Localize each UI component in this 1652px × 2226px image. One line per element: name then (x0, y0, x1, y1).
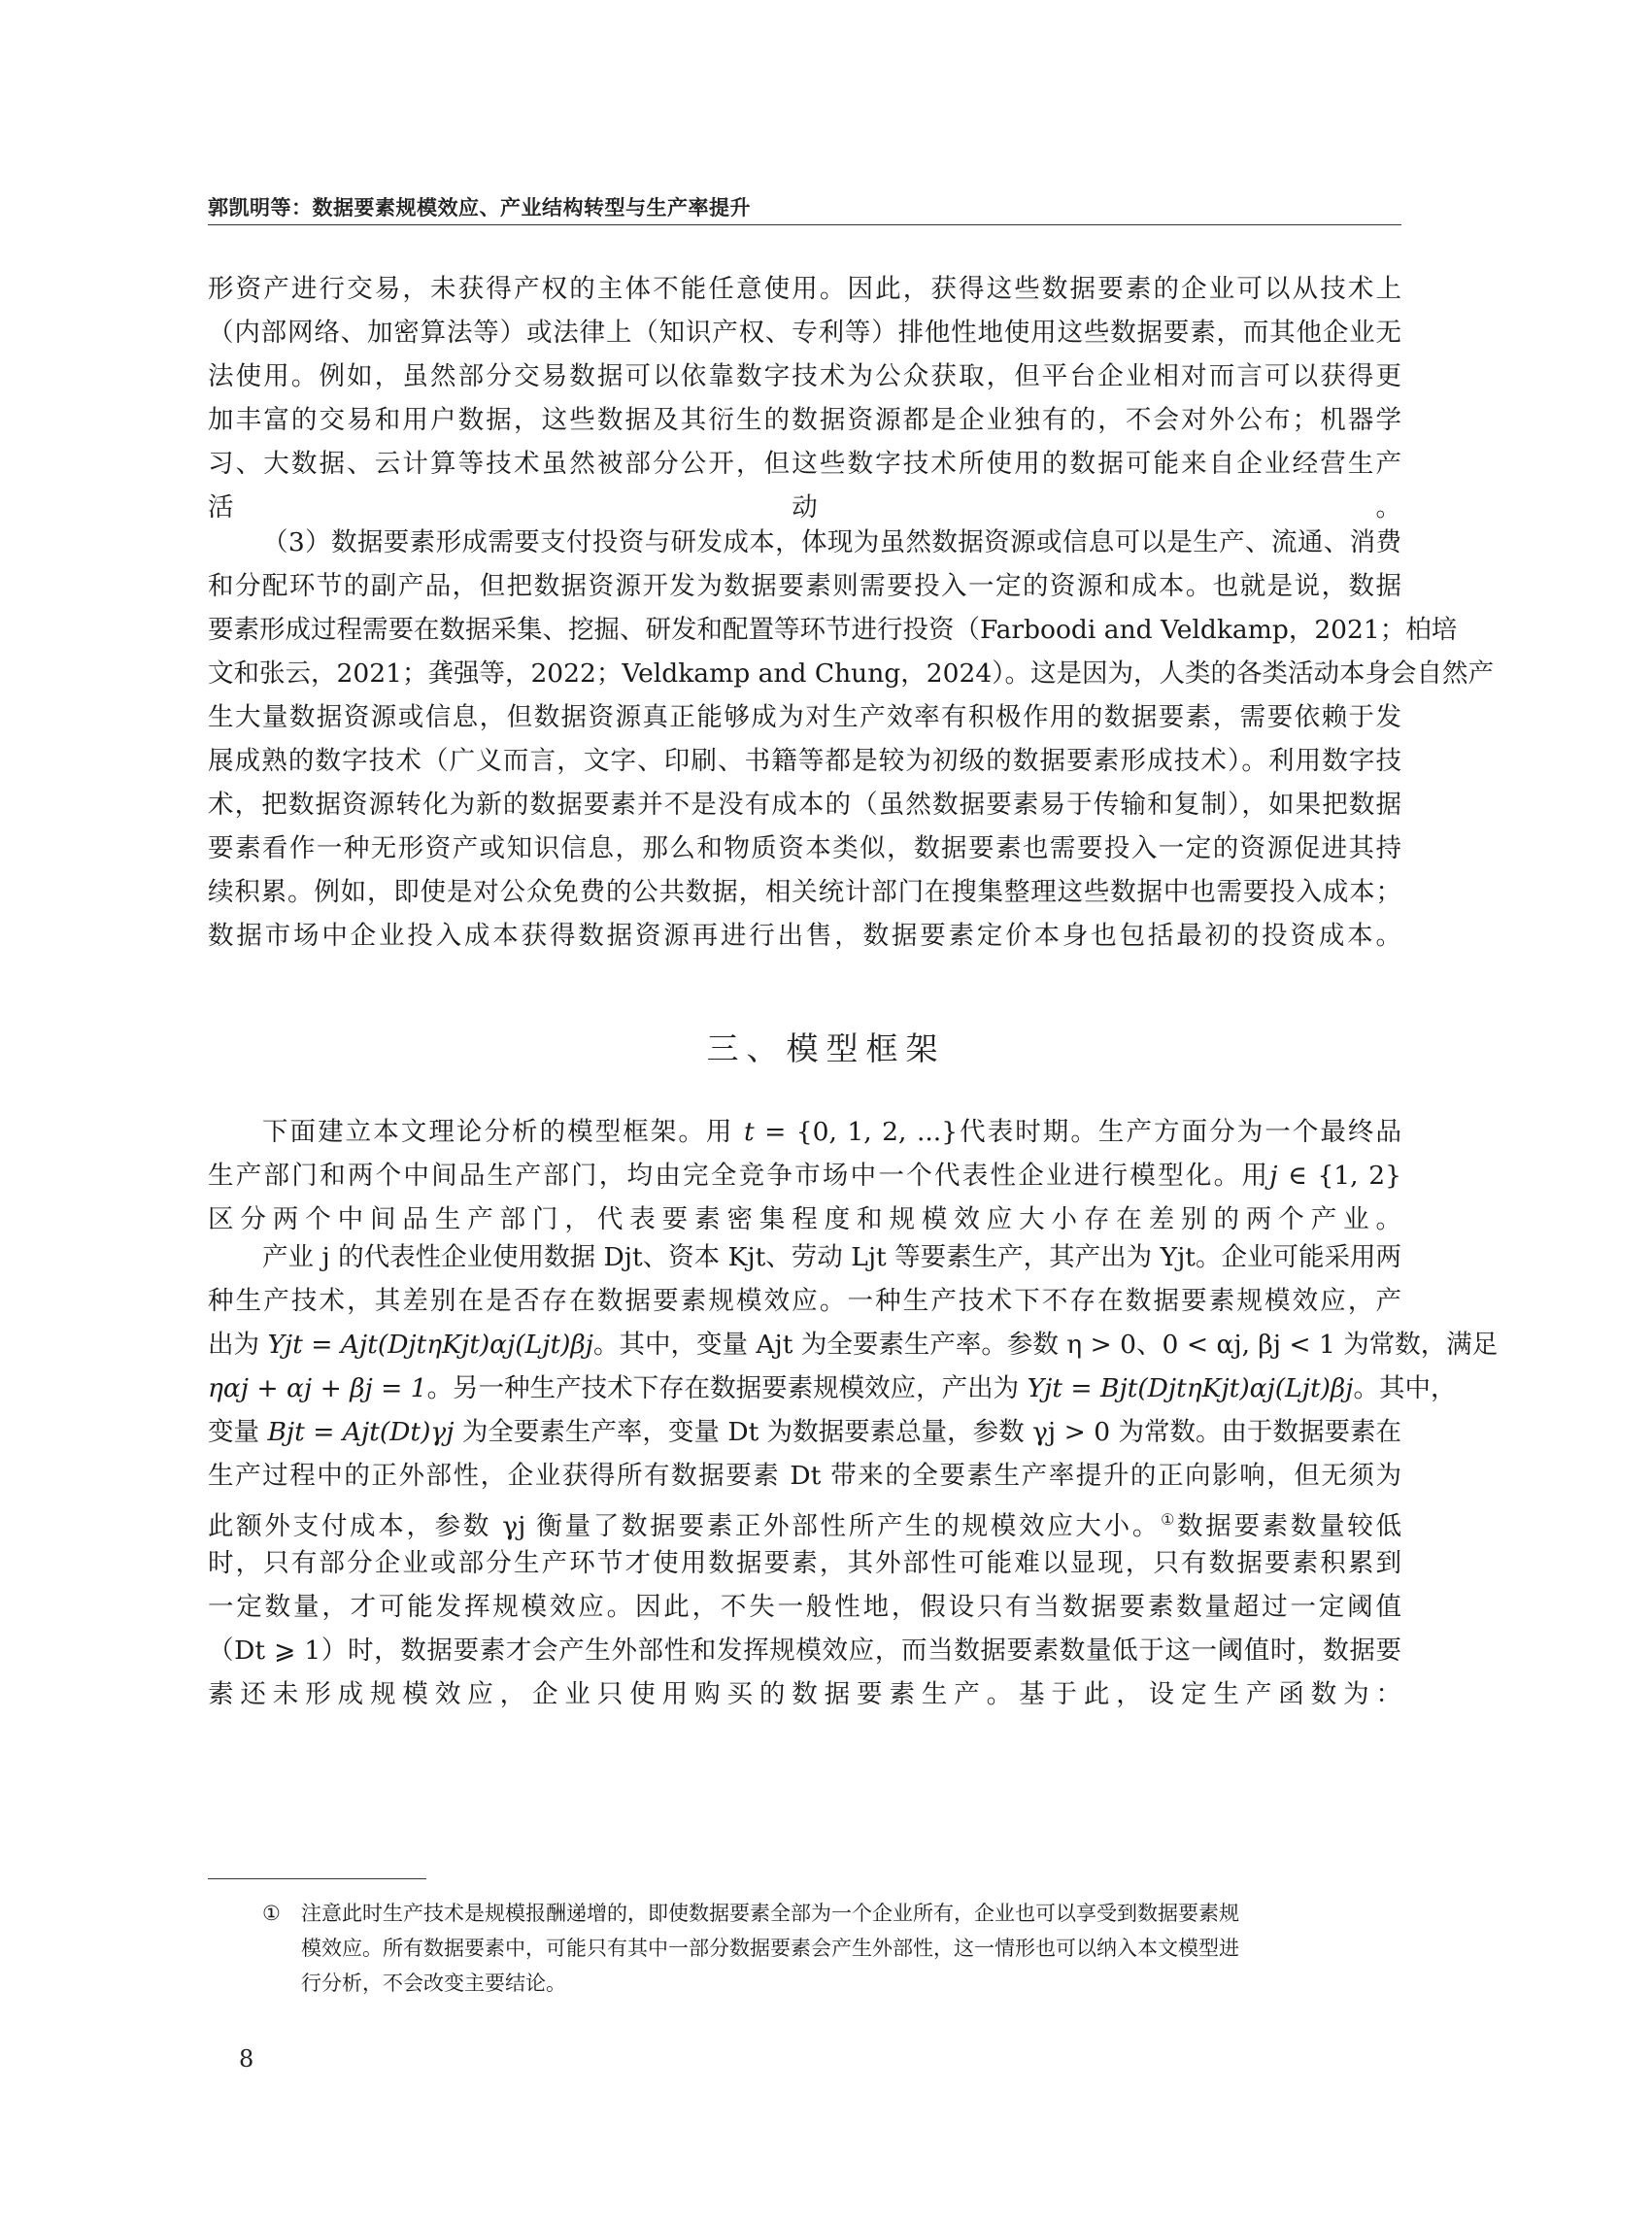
text-line: 法使用。例如，虽然部分交易数据可以依靠数字技术为公众获取，但平台企业相对而言可以获得更 (208, 361, 1401, 391)
math-variable: j (1269, 1161, 1278, 1191)
footnote-mark: ① (262, 1902, 281, 1925)
text-line: 续积累。例如，即使是对公众免费的公共数据，相关统计部门在搜集整理这些数据中也需要投入成本； (208, 877, 1401, 907)
text-line: 区分两个中间品生产部门，代表要素密集程度和规模效应大小存在差别的两个产业。 (208, 1204, 1401, 1234)
text-line: 要素看作一种无形资产或知识信息，那么和物质资本类似，数据要素也需要投入一定的资源促进其持 (208, 833, 1401, 863)
text-line: （3）数据要素形成需要支付投资与研发成本，体现为虽然数据资源或信息可以是生产、流通、消费 (262, 527, 1401, 557)
text-line: 术，把数据资源转化为新的数据要素并不是没有成本的（虽然数据要素易于传输和复制），如果把数据 (208, 790, 1401, 820)
running-title: 郭凯明等：数据要素规模效应、产业结构转型与生产率提升 (208, 196, 751, 219)
text-line: （内部网络、加密算法等）或法律上（知识产权、专利等）排他性地使用这些数据要素，而其他企业无 (208, 318, 1401, 348)
paragraph-1 (208, 267, 1401, 529)
text-line: 要素形成过程需要在数据采集、挖掘、研发和配置等环节进行投资（Farboodi and Veldkamp，2021；柏培 (208, 615, 1458, 645)
page-number: 8 (239, 2045, 254, 2073)
paragraph-4 (208, 1235, 1499, 1716)
text-line: 素还未形成规模效应，企业只使用购买的数据要素生产。基于此，设定生产函数为： (208, 1679, 1401, 1709)
text-line: 此额外支付成本，参数 γj 衡量了数据要素正外部性所产生的规模效应大小。①数据要素数量较低 (208, 1510, 1402, 1541)
footnote-line: 注意此时生产技术是规模报酬递增的，即使数据要素全部为一个企业所有，企业也可以享受到数据要素规 (301, 1902, 1239, 1925)
footnote-rule (208, 1878, 426, 1879)
text-line: 产业 j 的代表性企业使用数据 Djt、资本 Kjt、劳动 Ljt 等要素生产，其产出为 Yjt。企业可能采用两 (262, 1242, 1401, 1272)
footnote-line: 行分析，不会改变主要结论。 (301, 1972, 566, 1995)
section-heading: 三、模型框架 (706, 1029, 946, 1067)
footnote-line: 模效应。所有数据要素中，可能只有其中一部分数据要素会产生外部性，这一情形也可以纳入本文模型进 (301, 1937, 1239, 1960)
text-line: 习、大数据、云计算等技术虽然被部分公开，但这些数字技术所使用的数据可能来自企业经营生产 (208, 449, 1401, 479)
text-line: 生产部门和两个中间品生产部门，均由完全竞争市场中一个代表性企业进行模型化。用j ∈ {1, 2} (208, 1161, 1401, 1191)
production-formula-2: Yjt = Bjt(DjtηKjt)αj(Ljt)βj (1027, 1373, 1354, 1403)
text-line: 和分配环节的副产品，但把数据资源开发为数据要素则需要投入一定的资源和成本。也就是说，数据 (208, 571, 1401, 601)
text-line: 种生产技术，其差别在是否存在数据要素规模效应。一种生产技术下不存在数据要素规模效应，产 (208, 1286, 1401, 1316)
text-line: 出为 Yjt = Ajt(DjtηKjt)αj(Ljt)βj。其中，变量 Ajt 为全要素生产率。参数 η > 0、0 < αj, βj < 1 为常数，满足 (208, 1330, 1499, 1360)
production-formula-1: Yjt = Ajt(DjtηKjt)αj(Ljt)βj (267, 1330, 593, 1360)
text-line: 下面建立本文理论分析的模型框架。用 t = {0, 1, 2, ...}代表时期。生产方面分为一个最终品 (262, 1117, 1401, 1147)
text-line: 时，只有部分企业或部分生产环节才使用数据要素，其外部性可能难以显现，只有数据要素积累到 (208, 1548, 1401, 1578)
paragraph-2 (208, 521, 1494, 958)
text-line: 数据市场中企业投入成本获得数据资源再进行出售，数据要素定价本身也包括最初的投资成本。 (208, 921, 1401, 951)
text-line: 生产过程中的正外部性，企业获得所有数据要素 Dt 带来的全要素生产率提升的正向影响，但无须为 (208, 1461, 1401, 1491)
text-line: （Dt ⩾ 1）时，数据要素才会产生外部性和发挥规模效应，而当数据要素数量低于这一阈值时，数据要 (208, 1636, 1401, 1666)
footnote-marker[interactable]: ① (1161, 1510, 1178, 1529)
header-rule (208, 224, 1401, 225)
parameter-constraint: ηαj + αj + βj = 1 (208, 1373, 427, 1403)
text-line: 生大量数据资源或信息，但数据资源真正能够成为对生产效率有积极作用的数据要素，需要依赖于发 (208, 702, 1401, 732)
text-line: 形资产进行交易，未获得产权的主体不能任意使用。因此，获得这些数据要素的企业可以从技术上 (208, 274, 1401, 304)
text-line: 活动。 (208, 492, 1401, 523)
footnote (208, 1896, 1401, 2001)
text-line: 一定数量，才可能发挥规模效应。因此，不失一般性地，假设只有当数据要素数量超过一定阈值 (208, 1592, 1401, 1622)
footnote-text (301, 1896, 1401, 2001)
math-variable: t (743, 1117, 755, 1147)
text-line: 文和张云，2021；龚强等，2022；Veldkamp and Chung，2024）。这是因为，人类的各类活动本身会自然产 (208, 658, 1494, 689)
text-line: 变量 Bjt = Ajt(Dt)γj 为全要素生产率，变量 Dt 为数据要素总量，参数 γj > 0 为常数。由于数据要素在 (208, 1417, 1401, 1447)
text-line: ηαj + αj + βj = 1。另一种生产技术下存在数据要素规模效应，产出为 Yjt = Bjt(DjtηKjt)αj(Ljt)βj。其中， (208, 1373, 1457, 1403)
text-line: 加丰富的交易和用户数据，这些数据及其衍生的数据资源都是企业独有的，不会对外公布；机器学 (208, 405, 1401, 435)
text-line: 展成熟的数字技术（广义而言，文字、印刷、书籍等都是较为初级的数据要素形成技术）。利用数字技 (208, 746, 1401, 776)
tfp-formula: Bjt = Ajt(Dt)γj (267, 1417, 455, 1447)
paragraph-3 (208, 1110, 1401, 1241)
